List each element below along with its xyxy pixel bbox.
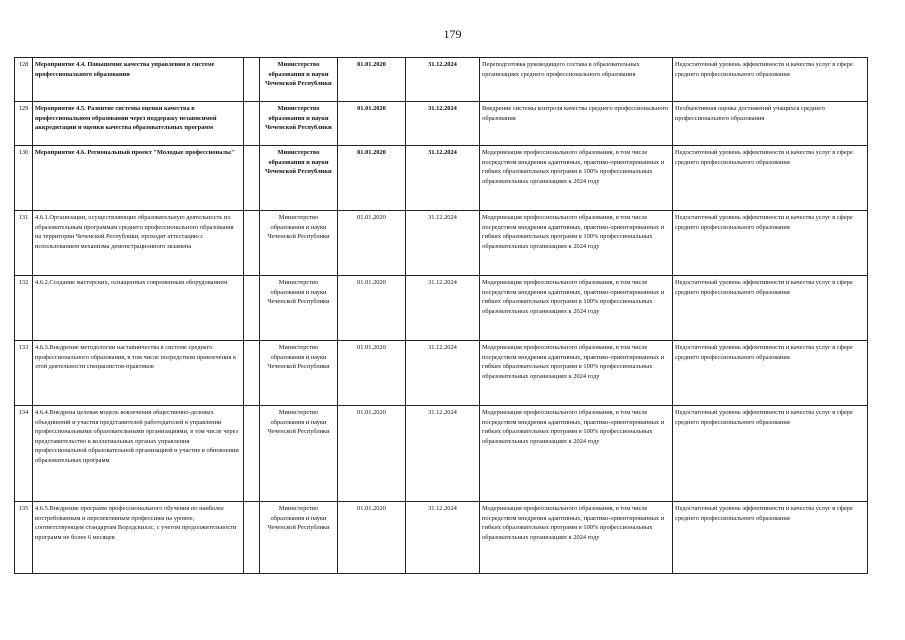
start-date-cell: 01.01.2020	[338, 276, 406, 341]
spacer-cell	[244, 341, 260, 406]
table-row	[15, 406, 868, 502]
measures-table	[14, 57, 868, 574]
row-number-cell: 129	[15, 102, 33, 146]
executor-cell: Министерство образования и науки Чеченской Республики	[260, 406, 338, 502]
expected-result-cell: Модернизация профессионального образования, в том числе посредством внедрения адаптивных, практико-ориентированных и гибких образовательных программ в 100% профессиональных образовательных организациях к 2024 году	[480, 211, 673, 276]
start-date-cell: 01.01.2020	[338, 146, 406, 211]
row-number-cell: 128	[15, 58, 33, 102]
measure-name-cell: 4.6.5.Внедрение программ профессионального обучения по наиболее востребованным и перспективным профессиям на уровне, соответствующем стандартам Ворлдскиллс, с учетом продолжительности программ не более 6 месяцев	[33, 502, 244, 574]
expected-result-cell: Модернизация профессионального образования, в том числе посредством внедрения адаптивных, практико-ориентированных и гибких образовательных программ в 100% профессиональных образовательных организациях к 2024 году	[480, 276, 673, 341]
risk-cell: Недостаточный уровень эффективности и качества услуг в сфере среднего профессионального образования	[673, 58, 868, 102]
spacer-cell	[244, 58, 260, 102]
executor-cell: Министерство образования и науки Чеченской Республики	[260, 102, 338, 146]
end-date-cell: 31.12.2024	[406, 58, 480, 102]
risk-cell: Недостаточный уровень эффективности и качества услуг в сфере среднего профессионального образования	[673, 341, 868, 406]
measure-name-cell: 4.6.3.Внедрение методологии наставничества в системе среднего профессионального образования, в том числе посредством привлечения к этой деятельности специалистов-практиков	[33, 341, 244, 406]
table-row	[15, 146, 868, 211]
end-date-cell: 31.12.2024	[406, 502, 480, 574]
expected-result-cell: Модернизация профессионального образования, в том числе посредством внедрения адаптивных, практико-ориентированных и гибких образовательных программ в 100% профессиональных образовательных организациях к 2024 году	[480, 146, 673, 211]
spacer-cell	[244, 276, 260, 341]
table-row	[15, 276, 868, 341]
row-number-cell: 134	[15, 406, 33, 502]
executor-cell: Министерство образования и науки Чеченской Республики	[260, 211, 338, 276]
end-date-cell: 31.12.2024	[406, 102, 480, 146]
risk-cell: Недостаточный уровень эффективности и качества услуг в сфере среднего профессионального образования	[673, 502, 868, 574]
expected-result-cell: Модернизация профессионального образования, в том числе посредством внедрения адаптивных, практико-ориентированных и гибких образовательных программ в 100% профессиональных образовательных организациях к 2024 году	[480, 341, 673, 406]
spacer-cell	[244, 406, 260, 502]
table-row	[15, 502, 868, 574]
measure-name-cell: 4.6.2.Создание мастерских, оснащенных современным оборудованием	[33, 276, 244, 341]
measure-name-cell: 4.6.4.Внедрена целевая модель вовлечения общественно-деловых объединений и участия представителей работодателей в управлении профессиональными образовательными организациями, в том числе через представительство в коллегиальных органах управления профессиональной образовательной организацией и участие в обновлении образовательных программ	[33, 406, 244, 502]
start-date-cell: 01.01.2020	[338, 502, 406, 574]
executor-cell: Министерство образования и науки Чеченской Республики	[260, 58, 338, 102]
table-row	[15, 58, 868, 102]
expected-result-cell: Переподготовка руководящего состава в образовательных организациях среднего профессионального образования	[480, 58, 673, 102]
risk-cell: Необъективная оценка достижений учащихся среднего профессионального образования	[673, 102, 868, 146]
end-date-cell: 31.12.2024	[406, 406, 480, 502]
table-row	[15, 341, 868, 406]
measure-name-cell: Мероприятие 4.4. Повышение качества управления в системе профессионального образования	[33, 58, 244, 102]
row-number-cell: 135	[15, 502, 33, 574]
expected-result-cell: Модернизация профессионального образования, в том числе посредством внедрения адаптивных, практико-ориентированных и гибких образовательных программ в 100% профессиональных образовательных организациях к 2024 году	[480, 406, 673, 502]
end-date-cell: 31.12.2024	[406, 211, 480, 276]
measure-name-cell: Мероприятие 4.6. Региональный проект "Молодые профессионалы"	[33, 146, 244, 211]
executor-cell: Министерство образования и науки Чеченской Республики	[260, 146, 338, 211]
spacer-cell	[244, 211, 260, 276]
executor-cell: Министерство образования и науки Чеченской Республики	[260, 341, 338, 406]
risk-cell: Недостаточный уровень эффективности и качества услуг в сфере среднего профессионального образования	[673, 406, 868, 502]
spacer-cell	[244, 502, 260, 574]
row-number-cell: 132	[15, 276, 33, 341]
expected-result-cell: Внедрение системы контроля качества среднего профессионального образования	[480, 102, 673, 146]
expected-result-cell: Модернизация профессионального образования, в том числе посредством внедрения адаптивных, практико-ориентированных и гибких образовательных программ в 100% профессиональных образовательных организациях к 2024 году	[480, 502, 673, 574]
row-number-cell: 131	[15, 211, 33, 276]
risk-cell: Недостаточный уровень эффективности и качества услуг в сфере среднего профессионального образования	[673, 276, 868, 341]
row-number-cell: 133	[15, 341, 33, 406]
measure-name-cell: Мероприятие 4.5. Развитие системы оценки качества в профессиональном образовании через поддержку независимой аккредитации и оценки качества образовательных программ	[33, 102, 244, 146]
executor-cell: Министерство образования и науки Чеченской Республики	[260, 276, 338, 341]
end-date-cell: 31.12.2024	[406, 146, 480, 211]
start-date-cell: 01.01.2020	[338, 341, 406, 406]
start-date-cell: 01.01.2020	[338, 102, 406, 146]
spacer-cell	[244, 102, 260, 146]
table-row	[15, 211, 868, 276]
row-number-cell: 130	[15, 146, 33, 211]
table-row	[15, 102, 868, 146]
risk-cell: Недостаточный уровень эффективности и качества услуг в сфере среднего профессионального образования	[673, 211, 868, 276]
end-date-cell: 31.12.2024	[406, 341, 480, 406]
start-date-cell: 01.01.2020	[338, 406, 406, 502]
measure-name-cell: 4.6.1.Организации, осуществляющие образовательную деятельность по образовательным программам среднего профессионального образования на территории Чеченской Республики, проходят аттестацию с использованием механизма демонстрационного экзамена	[33, 211, 244, 276]
risk-cell: Недостаточный уровень эффективности и качества услуг в сфере среднего профессионального образования	[673, 146, 868, 211]
spacer-cell	[244, 146, 260, 211]
executor-cell: Министерство образования и науки Чеченской Республики	[260, 502, 338, 574]
start-date-cell: 01.01.2020	[338, 58, 406, 102]
end-date-cell: 31.12.2024	[406, 276, 480, 341]
page-number: 179	[443, 27, 462, 41]
start-date-cell: 01.01.2020	[338, 211, 406, 276]
